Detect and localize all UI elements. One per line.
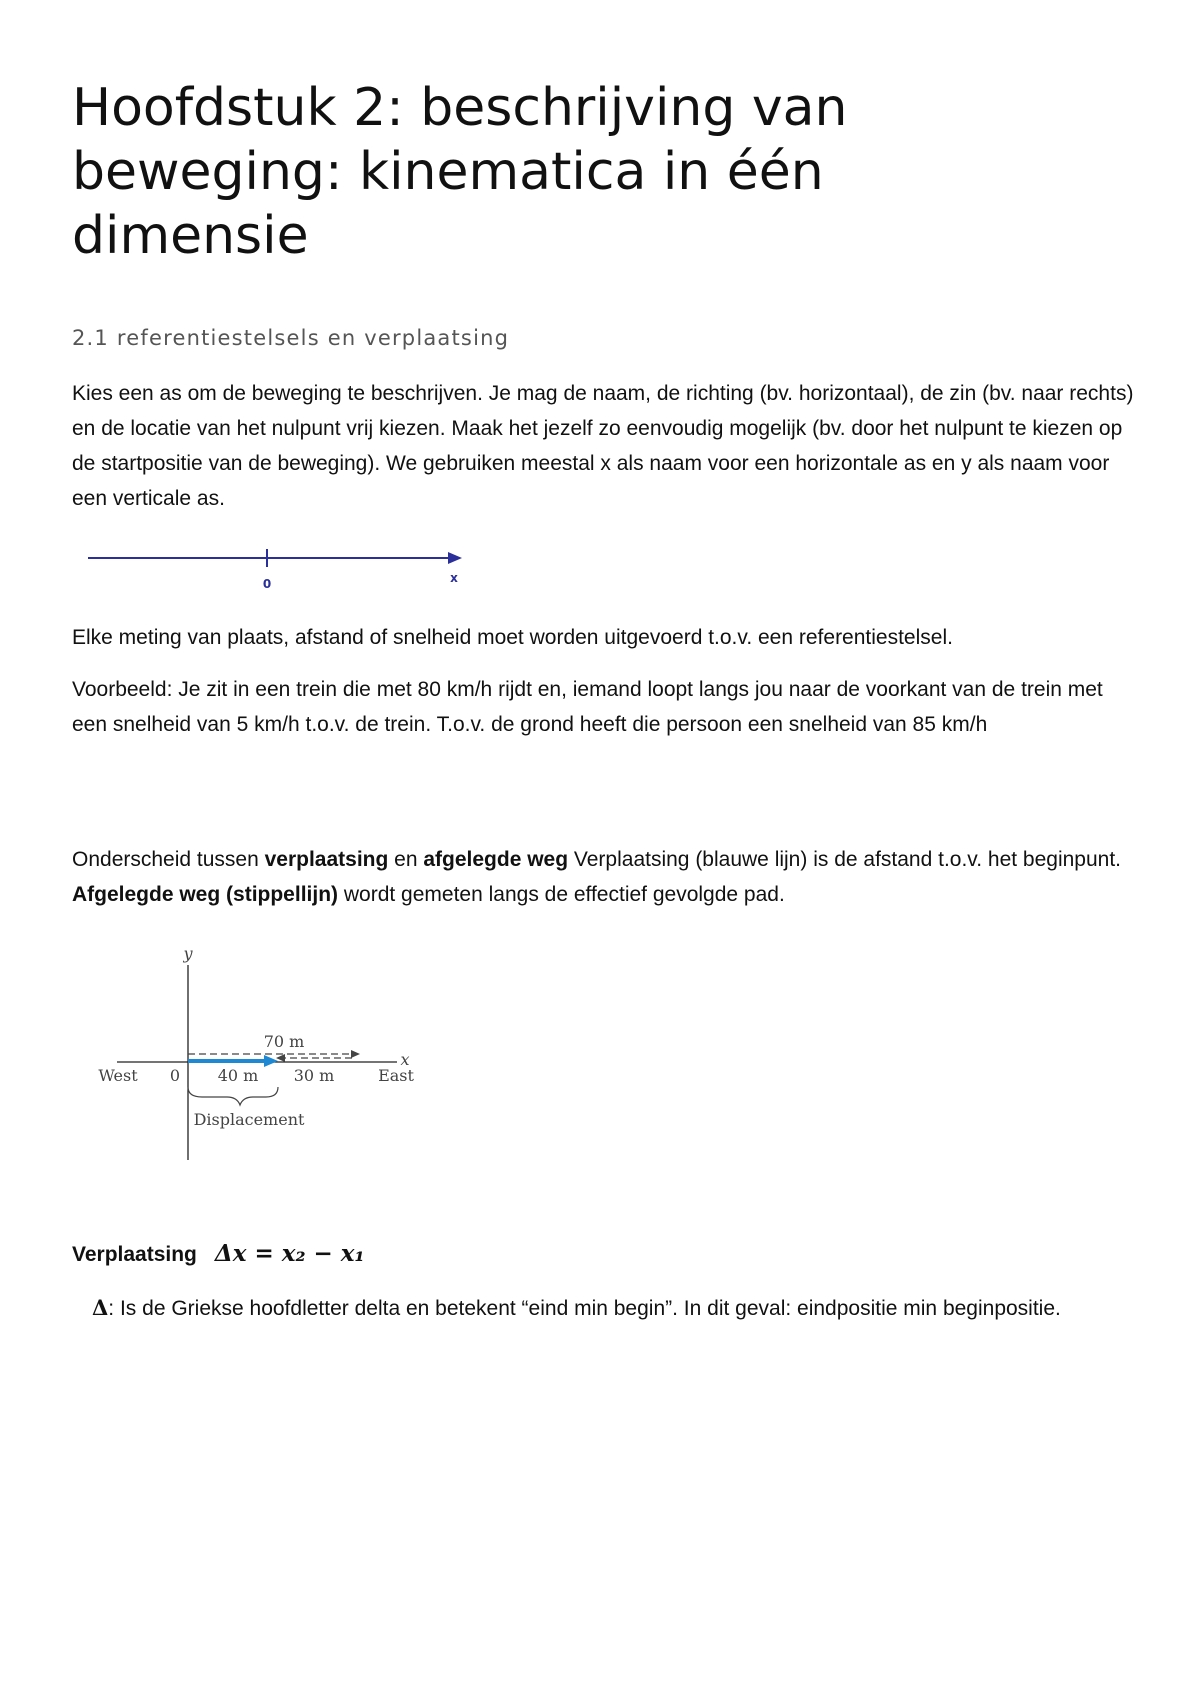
paragraph-reference-frame: Elke meting van plaats, afstand of snelheid moet worden uitgevoerd t.o.v. een referentiestelsel.: [72, 626, 953, 649]
displacement-brace: [188, 1087, 278, 1105]
segment-1-label: 40 m: [217, 1066, 259, 1085]
delta-symbol: Δ: [92, 1295, 109, 1320]
origin-label: 0: [169, 1066, 181, 1085]
paragraph-distinction: [72, 842, 1142, 912]
x-axis-origin-label: 0: [262, 577, 272, 591]
displacement-formula: [72, 1240, 365, 1267]
y-axis-label: y: [183, 944, 193, 963]
section-heading: 2.1 referentiestelsels en verplaatsing: [72, 326, 510, 350]
distinction-term-distance: afgelegde weg: [423, 848, 569, 871]
x-axis-figure: [70, 538, 470, 594]
formula-expression: Δx = x₂ − x₁: [214, 1240, 365, 1267]
chapter-title: Hoofdstuk 2: beschrijving van beweging: kinematica in één dimensie: [72, 78, 848, 266]
displacement-figure: [62, 935, 442, 1165]
distinction-mid2: Verplaatsing (blauwe lijn) is de afstand t.o.v. het beginpunt.: [568, 848, 1122, 871]
x-axis-arrowhead: [448, 552, 462, 564]
x-axis-label: x: [450, 571, 458, 585]
east-label: East: [378, 1066, 414, 1085]
distinction-tail: wordt gemeten langs de effectief gevolgde pad.: [338, 883, 785, 906]
delta-explanation: [72, 1290, 1142, 1326]
brace-label: Displacement: [193, 1110, 305, 1129]
paragraph-axis-choice: Kies een as om de beweging te beschrijven. Je mag de naam, de richting (bv. horizontaal), de zin (bv. naar rechts) en de locatie van het nulpunt vrij kiezen. Maak het jezelf zo eenvoudig mogelijk (bv. door het nulpunt te kiezen op de startpositie van de beweging). We gebruiken meestal x als naam voor een horizontale as en y als naam voor een verticale as.: [72, 382, 1134, 510]
paragraph-example: Voorbeeld: Je zit in een trein die met 80 km/h rijdt en, iemand loopt langs jou naar de voorkant van de trein met een snelheid van 5 km/h t.o.v. de trein. T.o.v. de grond heeft die persoon een snelheid van 85 km/h: [72, 678, 1103, 736]
total-distance-label: 70 m: [263, 1032, 305, 1051]
distinction-term-displacement: verplaatsing: [264, 848, 389, 871]
traveled-path-out-arrowhead: [351, 1050, 360, 1058]
west-label: West: [98, 1066, 138, 1085]
formula-label: Verplaatsing: [72, 1243, 197, 1266]
distinction-mid1: en: [388, 848, 424, 871]
distinction-lead: Onderscheid tussen: [72, 848, 265, 871]
segment-2-label: 30 m: [293, 1066, 335, 1085]
delta-text: : Is de Griekse hoofdletter delta en betekent “eind min begin”. In dit geval: eindpositie min beginpositie.: [108, 1297, 1061, 1320]
x-axis-label: x: [400, 1050, 410, 1069]
displacement-arrowhead: [264, 1055, 278, 1067]
distinction-term-dotted: Afgelegde weg (stippellijn): [72, 883, 339, 906]
